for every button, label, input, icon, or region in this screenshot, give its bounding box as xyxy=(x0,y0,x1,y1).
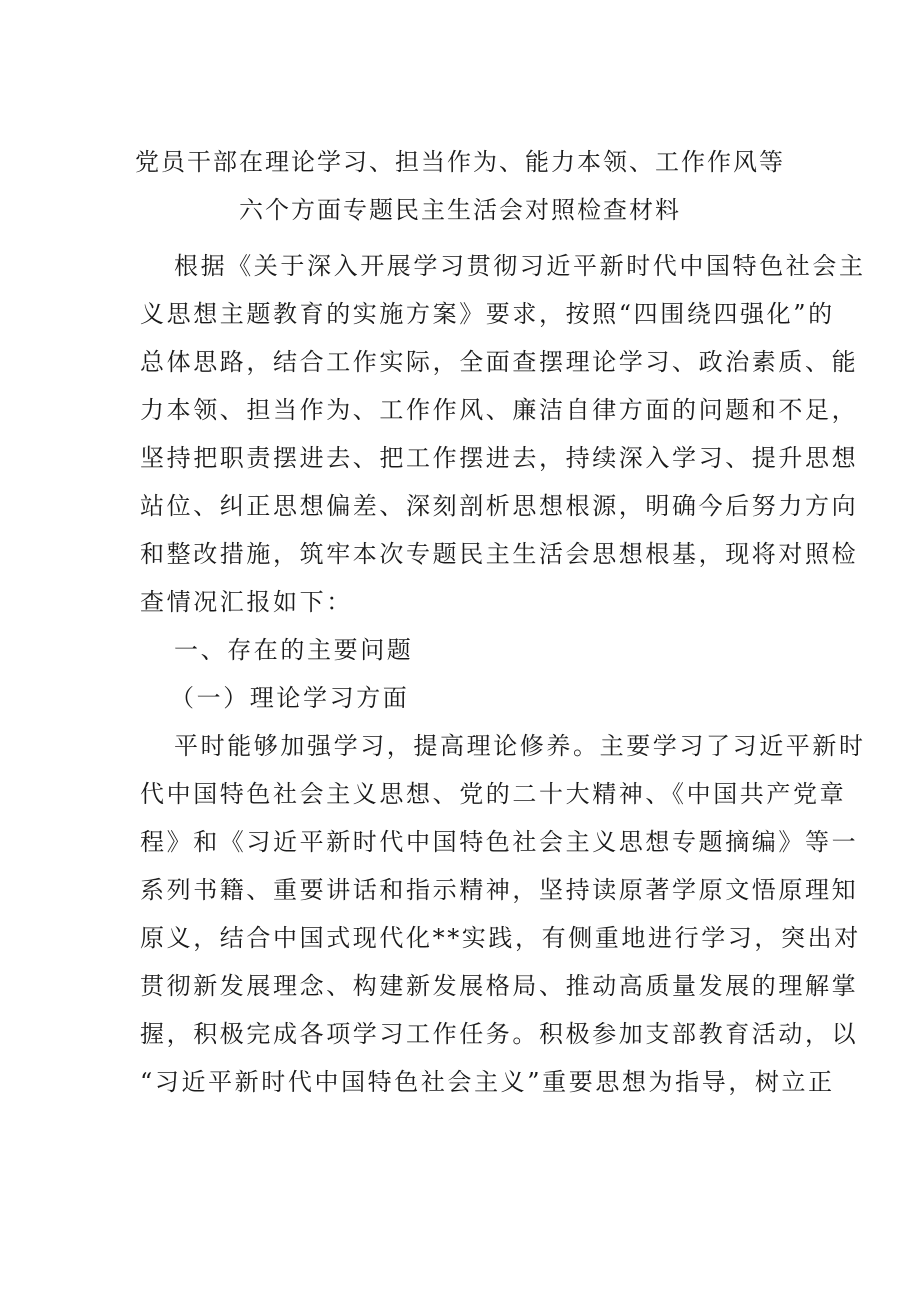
body-line: 平时能够加强学习，提高理论修养。主要学习了习近平新时 xyxy=(174,732,866,760)
intro-line: 义思想主题教育的实施方案》要求，按照“四围绕四强化”的 xyxy=(140,300,835,328)
intro-line: 站位、纠正思想偏差、深刻剖析思想根源，明确今后努力方向 xyxy=(140,492,859,520)
intro-line: 总体思路，结合工作实际，全面查摆理论学习、政治素质、能 xyxy=(140,348,859,376)
document-title-line-1: 党员干部在理论学习、担当作为、能力本领、工作作风等 xyxy=(135,148,785,176)
intro-line: 力本领、担当作为、工作作风、廉洁自律方面的问题和不足， xyxy=(140,396,859,424)
body-line: “习近平新时代中国特色社会主义”重要思想为指导，树立正 xyxy=(140,1068,835,1096)
intro-line: 查情况汇报如下： xyxy=(140,588,353,616)
body-line: 系列书籍、重要讲话和指示精神，坚持读原著学原文悟原理知 xyxy=(140,876,859,904)
body-line: 贯彻新发展理念、构建新发展格局、推动高质量发展的理解掌 xyxy=(140,972,859,1000)
intro-line: 和整改措施，筑牢本次专题民主生活会思想根基，现将对照检 xyxy=(140,540,859,568)
body-line: 握，积极完成各项学习工作任务。积极参加支部教育活动，以 xyxy=(140,1020,859,1048)
subsection-heading: （一）理论学习方面 xyxy=(170,684,410,712)
intro-line: 根据《关于深入开展学习贯彻习近平新时代中国特色社会主 xyxy=(174,252,866,280)
body-line: 原义，结合中国式现代化**实践，有侧重地进行学习，突出对 xyxy=(140,924,861,952)
body-line: 代中国特色社会主义思想、党的二十大精神、《中国共产党章 xyxy=(140,780,847,808)
body-line: 程》和《习近平新时代中国特色社会主义思想专题摘编》等一 xyxy=(140,828,859,856)
section-heading: 一、存在的主要问题 xyxy=(174,636,414,664)
document-title-line-2: 六个方面专题民主生活会对照检查材料 xyxy=(239,196,681,224)
intro-line: 坚持把职责摆进去、把工作摆进去，持续深入学习、提升思想 xyxy=(140,444,859,472)
